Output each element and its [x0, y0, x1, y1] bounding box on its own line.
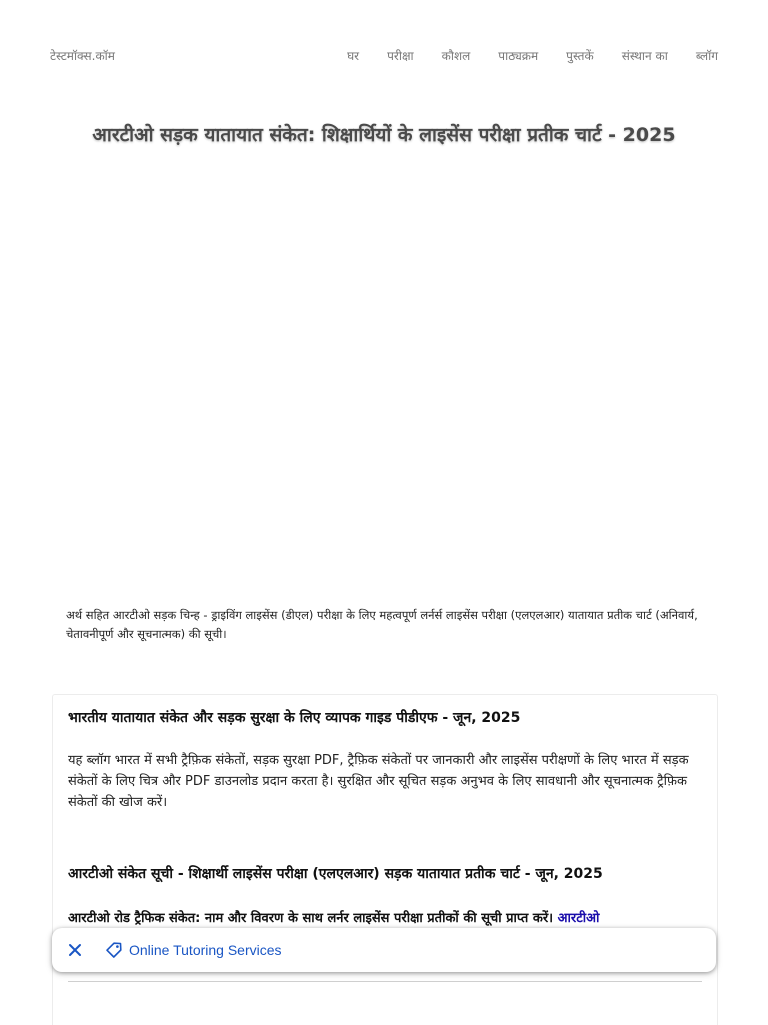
brand-link[interactable]: टेस्टमॉक्स.कॉम [50, 49, 115, 63]
nav-skills[interactable]: कौशल [441, 49, 471, 63]
nav-exams[interactable]: परीक्षा [387, 49, 414, 63]
nav-blog[interactable]: ब्लॉग [695, 49, 718, 63]
content-card [52, 694, 718, 1025]
rto-link[interactable]: आरटीओ [557, 911, 600, 926]
tutoring-banner[interactable] [52, 928, 716, 972]
guide-body: यह ब्लॉग भारत में सभी ट्रैफ़िक संकेतों, सड़क सुरक्षा PDF, ट्रैफ़िक संकेतों पर जानकारी और लाइसेंस परीक्षणों के लिए भारत में सड़क संकेतों के लिए चित्र और PDF डाउनलोड प्रदान करता है। सुरक्षित और सूचित सड़क अनुभव के लिए सावधानी और सूचनात्मक ट्रैफ़िक संकेतों की खोज करें। [68, 753, 689, 810]
banner-label[interactable]: Online Tutoring Services [129, 942, 282, 958]
nav-home[interactable]: घर [347, 49, 360, 63]
nav-books[interactable]: पुस्तकें [566, 49, 594, 63]
divider [68, 981, 702, 982]
tag-icon [105, 941, 123, 959]
nav-syllabus[interactable]: पाठ्यक्रम [498, 49, 539, 63]
sign-list-subtext [68, 908, 708, 929]
intro-text: अर्थ सहित आरटीओ सड़क चिन्ह - ड्राइविंग लाइसेंस (डीएल) परीक्षा के लिए महत्वपूर्ण लर्नर्स लाइसेंस परीक्षा (एलएलआर) यातायात प्रतीक चार्ट (अनिवार्य, चेतावनीपूर्ण और सूचनात्मक) की सूची। [66, 608, 698, 641]
site-header [0, 0, 768, 110]
page-title: आरटीओ सड़क यातायात संकेत: शिक्षार्थियों के लाइसेंस परीक्षा प्रतीक चार्ट - 2025 [92, 124, 676, 146]
main-nav [347, 47, 718, 64]
sign-list-heading: आरटीओ संकेत सूची - शिक्षार्थी लाइसेंस परीक्षा (एलएलआर) सड़क यातायात प्रतीक चार्ट - जून, 2025 [68, 866, 603, 882]
nav-institutes[interactable]: संस्थान का [621, 49, 668, 63]
sign-list-subtext-text: आरटीओ रोड ट्रैफिक संकेत: नाम और विवरण के साथ लर्नर लाइसेंस परीक्षा प्रतीकों की सूची प्राप्त करें। [68, 911, 554, 926]
guide-heading: भारतीय यातायात संकेत और सड़क सुरक्षा के लिए व्यापक गाइड पीडीएफ - जून, 2025 [68, 710, 521, 726]
ad-placeholder [50, 190, 718, 590]
close-icon[interactable] [67, 942, 83, 958]
